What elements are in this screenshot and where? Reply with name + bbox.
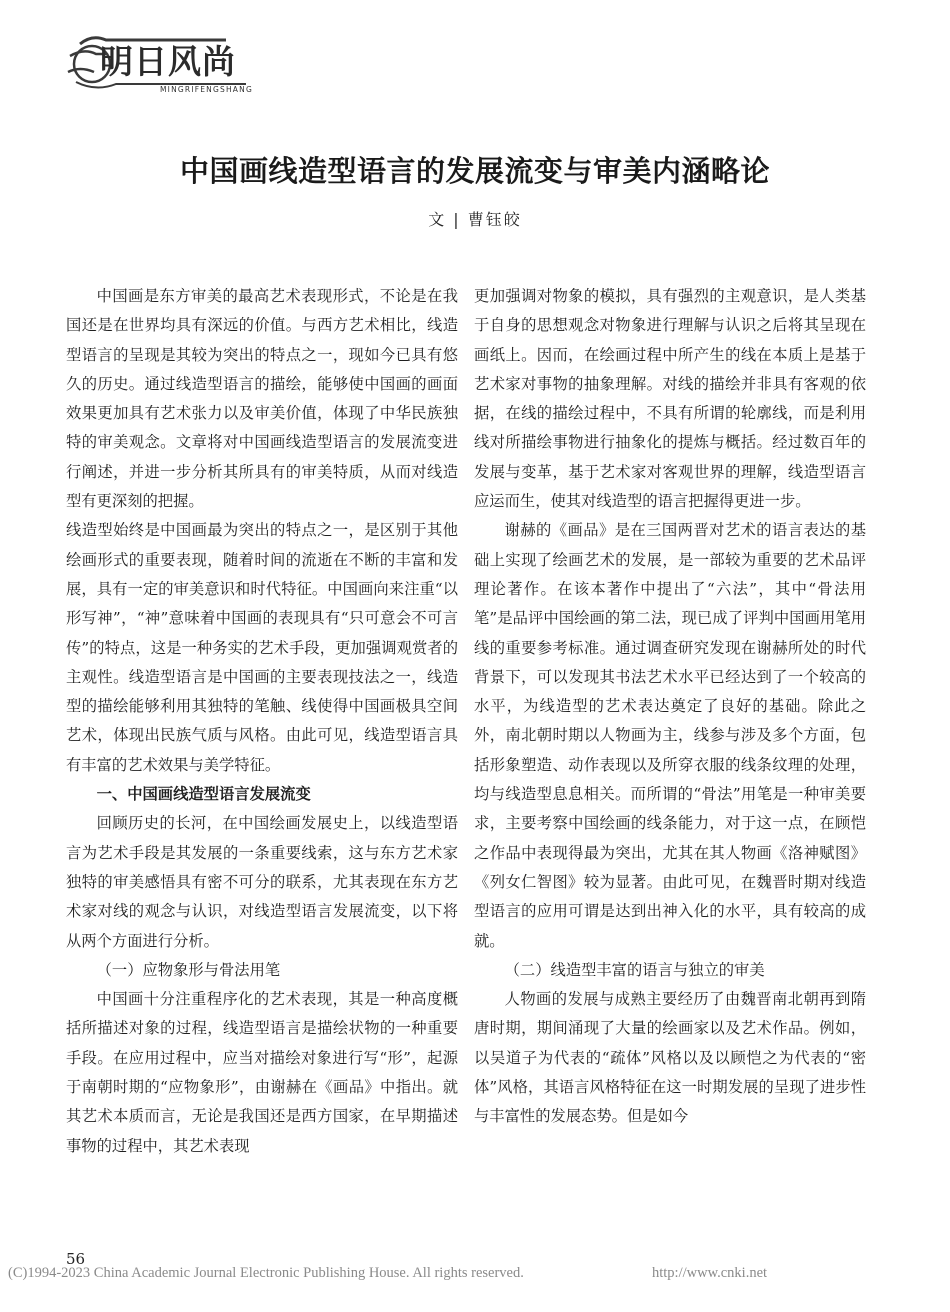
journal-logo (66, 22, 266, 102)
paragraph: 中国画十分注重程序化的艺术表现，其是一种高度概括所描述对象的过程，线造型语言是描绘状物的一种重要手段。在应用过程中，应当对描绘对象进行写“形”，起源于南朝时期的“应物象形”，由谢赫在《画品》中指出。就其艺术本质而言，无论是我国还是西方国家，在早期描述事物的过程中，其艺术表现 (66, 990, 458, 1155)
subsection-heading: （二）线造型丰富的语言与独立的审美 (504, 960, 765, 979)
paragraph: 人物画的发展与成熟主要经历了由魏晋南北朝再到隋唐时期，期间涌现了大量的绘画家以及艺术作品。例如，以吴道子为代表的“疏体”风格以及以顾恺之为代表的“密体”风格，其语言风格特征在这一时期发展的呈现了进步性与丰富性的发展态势。但是如今 (474, 990, 866, 1126)
left-column (66, 282, 458, 1161)
paragraph: 谢赫的《画品》是在三国两晋对艺术的语言表达的基础上实现了绘画艺术的发展，是一部较为重要的艺术品评理论著作。在该本著作中提出了“六法”，其中“骨法用笔”是品评中国绘画的第二法，现已成了评判中国画用笔用线的重要参考标准。通过调查研究发现在谢赫所处的时代背景下，可以发现其书法艺术水平已经达到了一个较高的水平，为线造型的艺术表达奠定了良好的基础。除此之外，南北朝时期以人物画为主，线参与涉及多个方面，包括形象塑造、动作表现以及所穿衣服的线条纹理的处理，均与线造型息息相关。而所谓的“骨法”用笔是一种审美要求，主要考察中国绘画的线条能力，对于这一点，在顾恺之作品中表现得最为突出，尤其在其人物画《洛神赋图》《列女仁智图》较为显著。由此可见，在魏晋时期对线造型语言的应用可谓是达到出神入化的水平，具有较高的成就。 (474, 521, 866, 950)
paragraph: 回顾历史的长河，在中国绘画发展史上，以线造型语言为艺术手段是其发展的一条重要线索，这与东方艺术家独特的审美感悟具有密不可分的联系，尤其表现在东方艺术家对线的观念与认识，对线造型语言发展流变，以下将从两个方面进行分析。 (66, 814, 458, 950)
subsection-heading: （一）应物象形与骨法用笔 (96, 960, 281, 979)
paragraph-abstract: 中国画是东方审美的最高艺术表现形式，不论是在我国还是在世界均具有深远的价值。与西方艺术相比，线造型语言的呈现是其较为突出的特点之一，现如今已具有悠久的历史。通过线造型语言的描绘，能够使中国画的画面效果更加具有艺术张力以及审美价值，体现了中华民族独特的审美观念。文章将对中国画线造型语言的发展流变进行阐述，并进一步分析其所具有的审美特质，从而对线造型有更深刻的把握。 (66, 287, 458, 511)
paragraph: 更加强调对物象的模拟，具有强烈的主观意识，是人类基于自身的思想观念对物象进行理解与认识之后将其呈现在画纸上。因而，在绘画过程中所产生的线在本质上是基于艺术家对事物的抽象理解。对线的描绘并非具有客观的依据，在线的描绘过程中，不具有所谓的轮廓线，而是利用线对所描绘事物进行抽象化的提炼与概括。经过数百年的发展与变革，基于艺术家对客观世界的理解，线造型语言应运而生，使其对线造型的语言把握得更进一步。 (474, 287, 866, 511)
right-column (474, 282, 866, 1132)
article-author: 文 | 曹钰皎 (428, 210, 522, 229)
article-title: 中国画线造型语言的发展流变与审美内涵略论 (179, 154, 770, 189)
logo-subtitle: MINGRIFENGSHANG (160, 85, 253, 94)
copyright-notice: (C)1994-2023 China Academic Journal Electronic Publishing House. All rights reserved. (8, 1265, 524, 1281)
page-number: 56 (66, 1250, 86, 1268)
logo-text: 明日风尚 (100, 42, 236, 81)
section-heading: 一、中国画线造型语言发展流变 (96, 785, 311, 804)
cnki-url: http://www.cnki.net (652, 1265, 768, 1281)
paragraph: 线造型始终是中国画最为突出的特点之一，是区别于其他绘画形式的重要表现，随着时间的流逝在不断的丰富和发展，具有一定的审美意识和时代特征。中国画向来注重“以形写神”，“神”意味着中国画的表现具有“只可意会不可言传”的特点，这是一种务实的艺术手段，更加强调观赏者的主观性。线造型语言是中国画的主要表现技法之一，线造型的描绘能够利用其独特的笔触、线使得中国画极具空间艺术，体现出民族气质与风格。由此可见，线造型语言具有丰富的艺术效果与美学特征。 (66, 521, 458, 774)
